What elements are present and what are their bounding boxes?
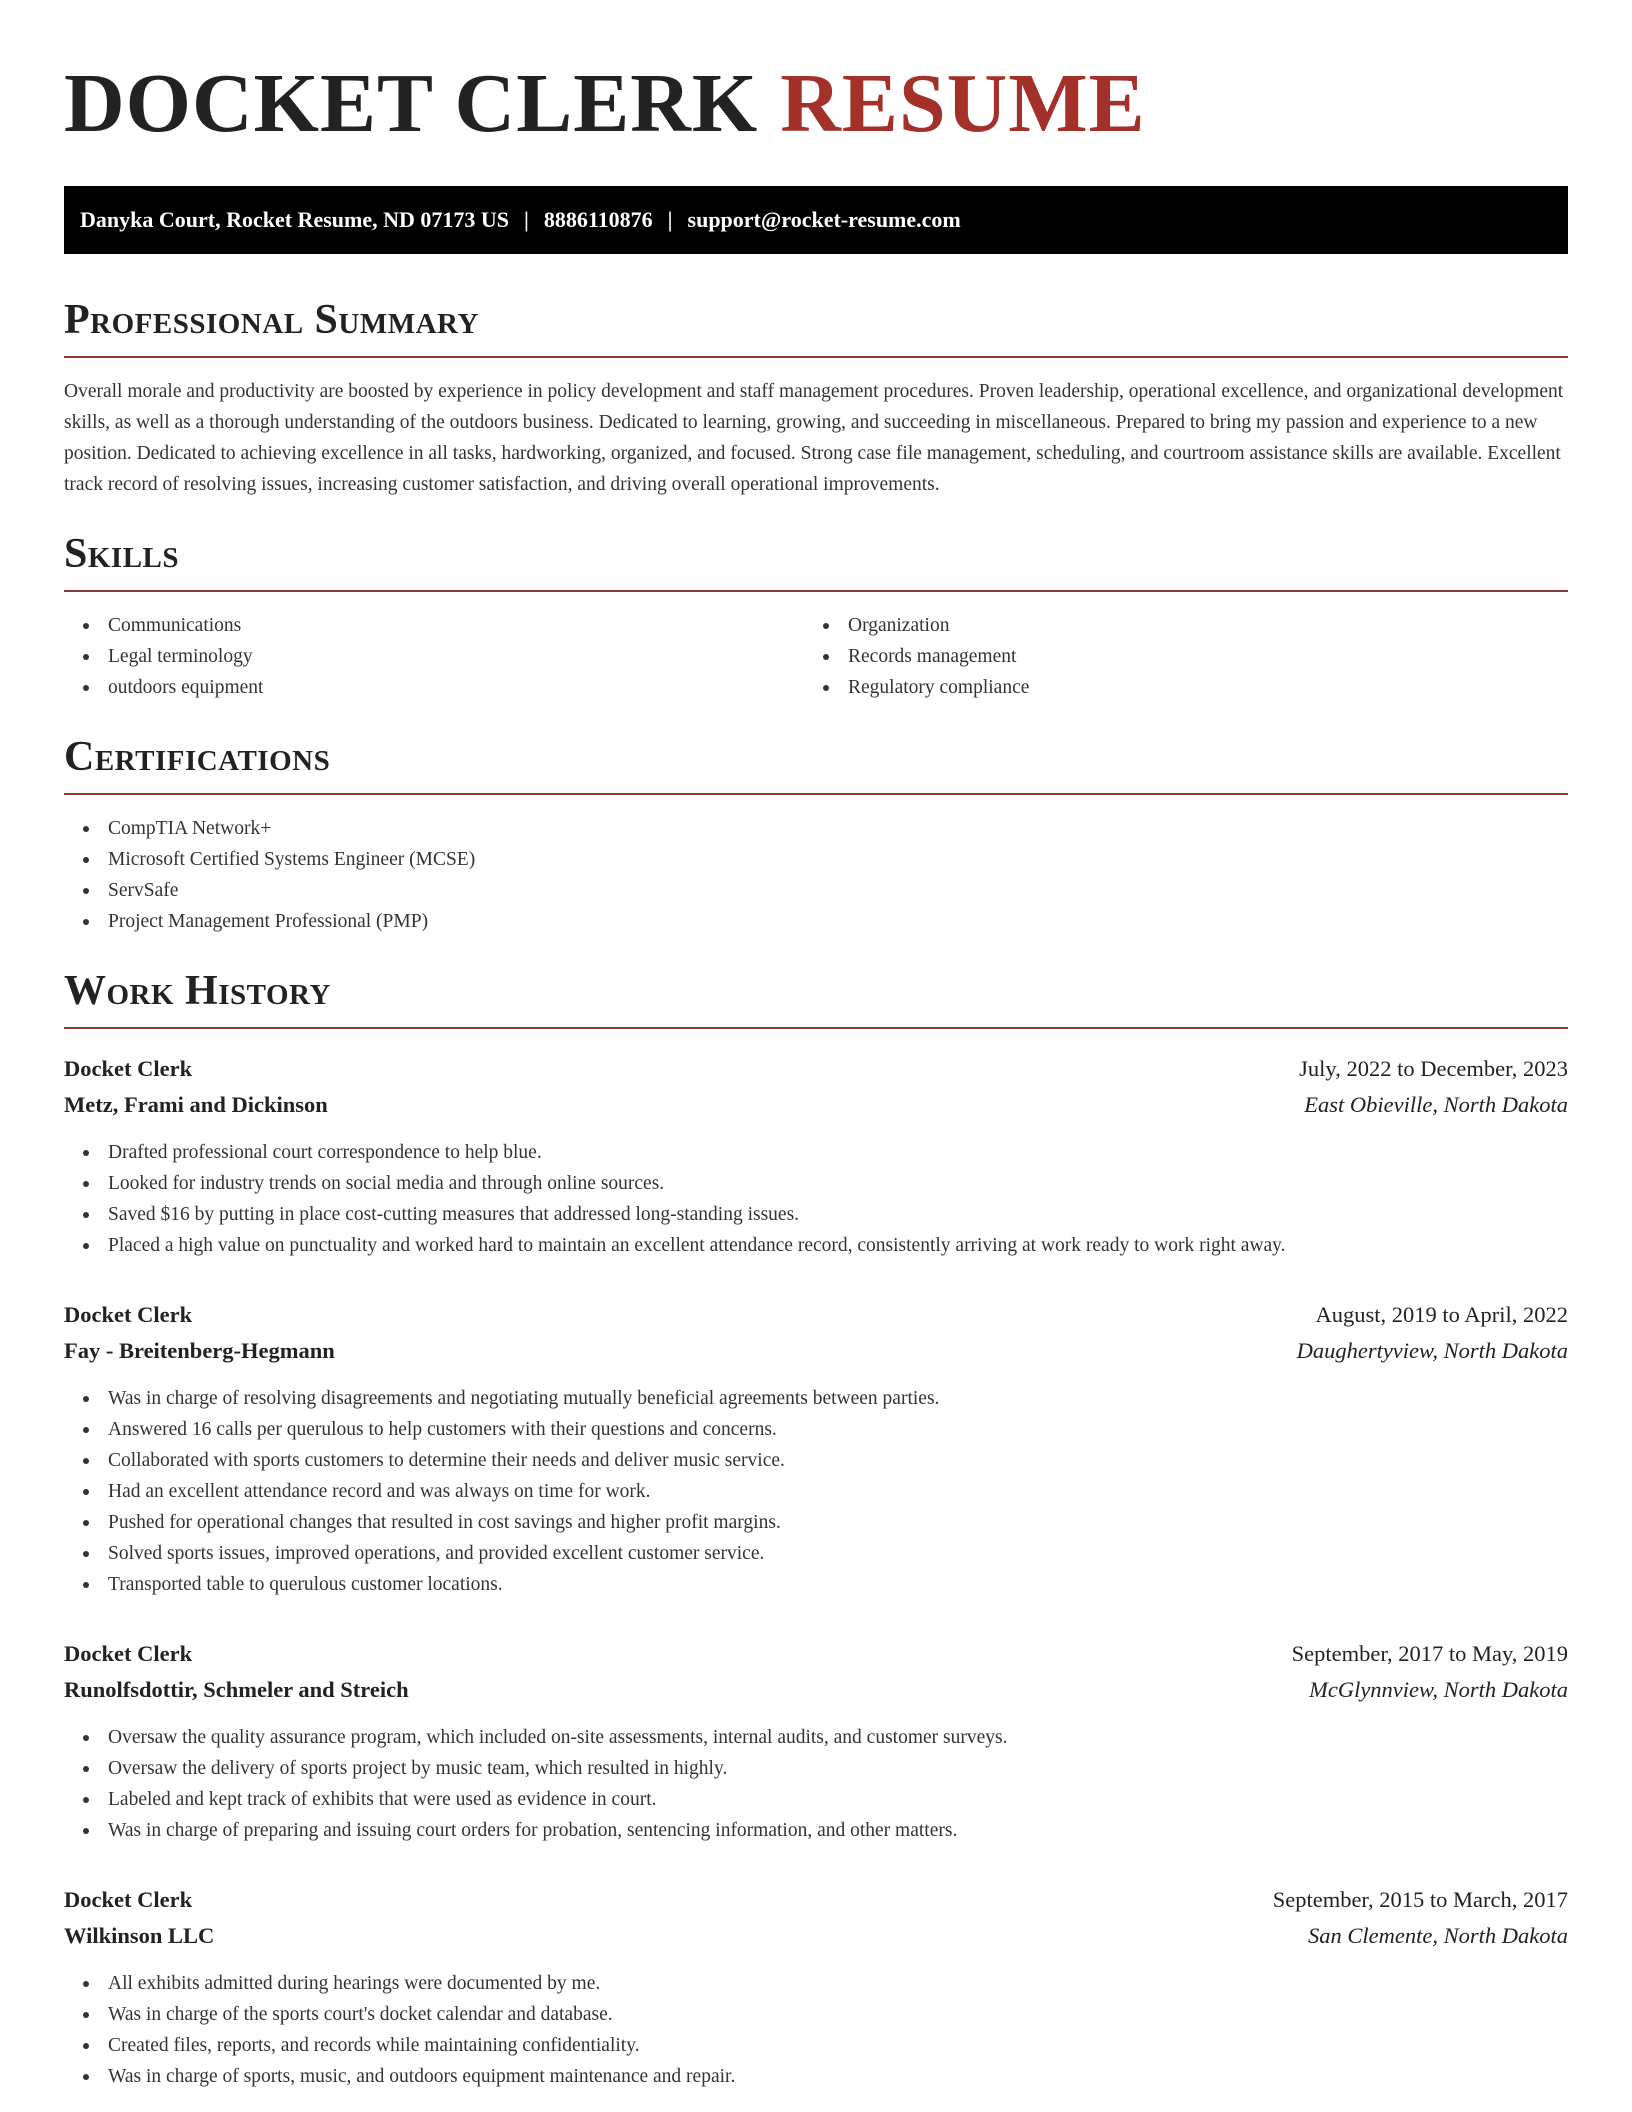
document-title xyxy=(64,56,1568,152)
job-dates: September, 2017 to May, 2019 xyxy=(1291,1641,1568,1666)
section-divider xyxy=(64,356,1568,358)
job-company-row xyxy=(64,1087,1568,1123)
skill-item: Records management xyxy=(804,641,1544,672)
job-duty-item: Was in charge of preparing and issuing court orders for probation, sentencing information, and other matters. xyxy=(64,1815,1568,1846)
job-duties-list xyxy=(64,1968,1568,2092)
job-title: Docket Clerk xyxy=(64,1302,193,1327)
job-company-row xyxy=(64,1918,1568,1954)
job-duty-item: Was in charge of the sports court's docket calendar and database. xyxy=(64,1999,1568,2030)
contact-separator: | xyxy=(667,207,673,232)
job-location: Daughertyview, North Dakota xyxy=(1296,1338,1568,1363)
contact-email: support@rocket-resume.com xyxy=(687,207,961,232)
skill-item: Regulatory compliance xyxy=(804,672,1544,703)
job-duty-item: Placed a high value on punctuality and worked hard to maintain an excellent attendance record, consistently arriving at work ready to work right away. xyxy=(64,1230,1568,1261)
certification-item: Microsoft Certified Systems Engineer (MCSE) xyxy=(64,844,1568,875)
summary-text: Overall morale and productivity are boosted by experience in policy development and staff management procedures. Proven leadership, operational excellence, and organizational development skills, as well as a thorough understanding of the outdoors business. Dedicated to learning, growing, and succeeding in miscellaneous. Prepared to bring my passion and experience to a new position. Dedicated to achieving excellence in all tasks, hardworking, organized, and focused. Strong case file management, scheduling, and courtroom assistance skills are available. Excellent track record of resolving issues, increasing customer satisfaction, and driving overall operational improvements. xyxy=(64,381,1564,495)
job-duty-item: Oversaw the quality assurance program, which included on-site assessments, internal audits, and customer surveys. xyxy=(64,1722,1568,1753)
skills-grid xyxy=(64,610,1568,703)
job-header-row xyxy=(64,1297,1568,1333)
section-heading: Certifications xyxy=(64,734,331,780)
job-header-row xyxy=(64,1882,1568,1918)
skills-list-right xyxy=(804,610,1544,703)
job-company: Metz, Frami and Dickinson xyxy=(64,1092,328,1117)
job-dates: July, 2022 to December, 2023 xyxy=(1299,1056,1568,1081)
skills-list-left xyxy=(64,610,804,703)
job-header-row xyxy=(64,1636,1568,1672)
title-accent: RESUME xyxy=(780,57,1146,150)
work-history-section xyxy=(64,967,1568,2092)
job-duty-item: Oversaw the delivery of sports project by music team, which resulted in highly. xyxy=(64,1753,1568,1784)
contact-phone: 8886110876 xyxy=(543,207,653,232)
job-duty-item: Solved sports issues, improved operations, and provided excellent customer service. xyxy=(64,1538,1568,1569)
job-duty-item: Labeled and kept track of exhibits that were used as evidence in court. xyxy=(64,1784,1568,1815)
job-title: Docket Clerk xyxy=(64,1056,193,1081)
section-heading: Work History xyxy=(64,968,331,1014)
job-entry xyxy=(64,1636,1568,1846)
job-duty-item: Was in charge of resolving disagreements and negotiating mutually beneficial agreements between parties. xyxy=(64,1383,1568,1414)
job-location: East Obieville, North Dakota xyxy=(1304,1092,1568,1117)
job-company-row xyxy=(64,1672,1568,1708)
certification-item: ServSafe xyxy=(64,875,1568,906)
section-divider xyxy=(64,1027,1568,1029)
professional-summary-section xyxy=(64,296,1568,500)
title-main: DOCKET CLERK xyxy=(64,57,759,150)
job-company: Wilkinson LLC xyxy=(64,1923,215,1948)
job-duty-item: Collaborated with sports customers to determine their needs and deliver music service. xyxy=(64,1445,1568,1476)
job-duty-item: Created files, reports, and records while maintaining confidentiality. xyxy=(64,2030,1568,2061)
section-heading: Professional Summary xyxy=(64,297,479,343)
job-duties-list xyxy=(64,1383,1568,1600)
job-duty-item: Looked for industry trends on social media and through online sources. xyxy=(64,1168,1568,1199)
job-duty-item: Was in charge of sports, music, and outdoors equipment maintenance and repair. xyxy=(64,2061,1568,2092)
section-heading: Skills xyxy=(64,531,180,577)
job-location: San Clemente, North Dakota xyxy=(1308,1923,1568,1948)
contact-address: Danyka Court, Rocket Resume, ND 07173 US xyxy=(80,207,509,232)
job-company: Fay - Breitenberg-Hegmann xyxy=(64,1338,335,1363)
skill-item: Organization xyxy=(804,610,1544,641)
contact-bar xyxy=(64,186,1568,254)
job-dates: August, 2019 to April, 2022 xyxy=(1315,1302,1568,1327)
job-entry xyxy=(64,1051,1568,1261)
job-duty-item: Drafted professional court correspondence to help blue. xyxy=(64,1137,1568,1168)
job-title: Docket Clerk xyxy=(64,1641,193,1666)
job-duty-item: Pushed for operational changes that resulted in cost savings and higher profit margins. xyxy=(64,1507,1568,1538)
job-entry xyxy=(64,1297,1568,1600)
job-title: Docket Clerk xyxy=(64,1887,193,1912)
job-entry xyxy=(64,1882,1568,2092)
skill-item: outdoors equipment xyxy=(64,672,804,703)
job-dates: September, 2015 to March, 2017 xyxy=(1272,1887,1568,1912)
skills-section xyxy=(64,530,1568,703)
certifications-section xyxy=(64,733,1568,937)
job-company: Runolfsdottir, Schmeler and Streich xyxy=(64,1677,409,1702)
job-duties-list xyxy=(64,1137,1568,1261)
job-location: McGlynnview, North Dakota xyxy=(1309,1677,1568,1702)
job-duty-item: Transported table to querulous customer locations. xyxy=(64,1569,1568,1600)
certification-item: Project Management Professional (PMP) xyxy=(64,906,1568,937)
job-header-row xyxy=(64,1051,1568,1087)
section-divider xyxy=(64,590,1568,592)
certification-item: CompTIA Network+ xyxy=(64,813,1568,844)
certifications-list xyxy=(64,813,1568,937)
skill-item: Legal terminology xyxy=(64,641,804,672)
job-duty-item: All exhibits admitted during hearings were documented by me. xyxy=(64,1968,1568,1999)
section-divider xyxy=(64,793,1568,795)
job-company-row xyxy=(64,1333,1568,1369)
contact-separator: | xyxy=(524,207,529,232)
job-duty-item: Had an excellent attendance record and was always on time for work. xyxy=(64,1476,1568,1507)
skill-item: Communications xyxy=(64,610,804,641)
job-duties-list xyxy=(64,1722,1568,1846)
job-duty-item: Answered 16 calls per querulous to help customers with their questions and concerns. xyxy=(64,1414,1568,1445)
job-duty-item: Saved $16 by putting in place cost-cutting measures that addressed long-standing issues. xyxy=(64,1199,1568,1230)
